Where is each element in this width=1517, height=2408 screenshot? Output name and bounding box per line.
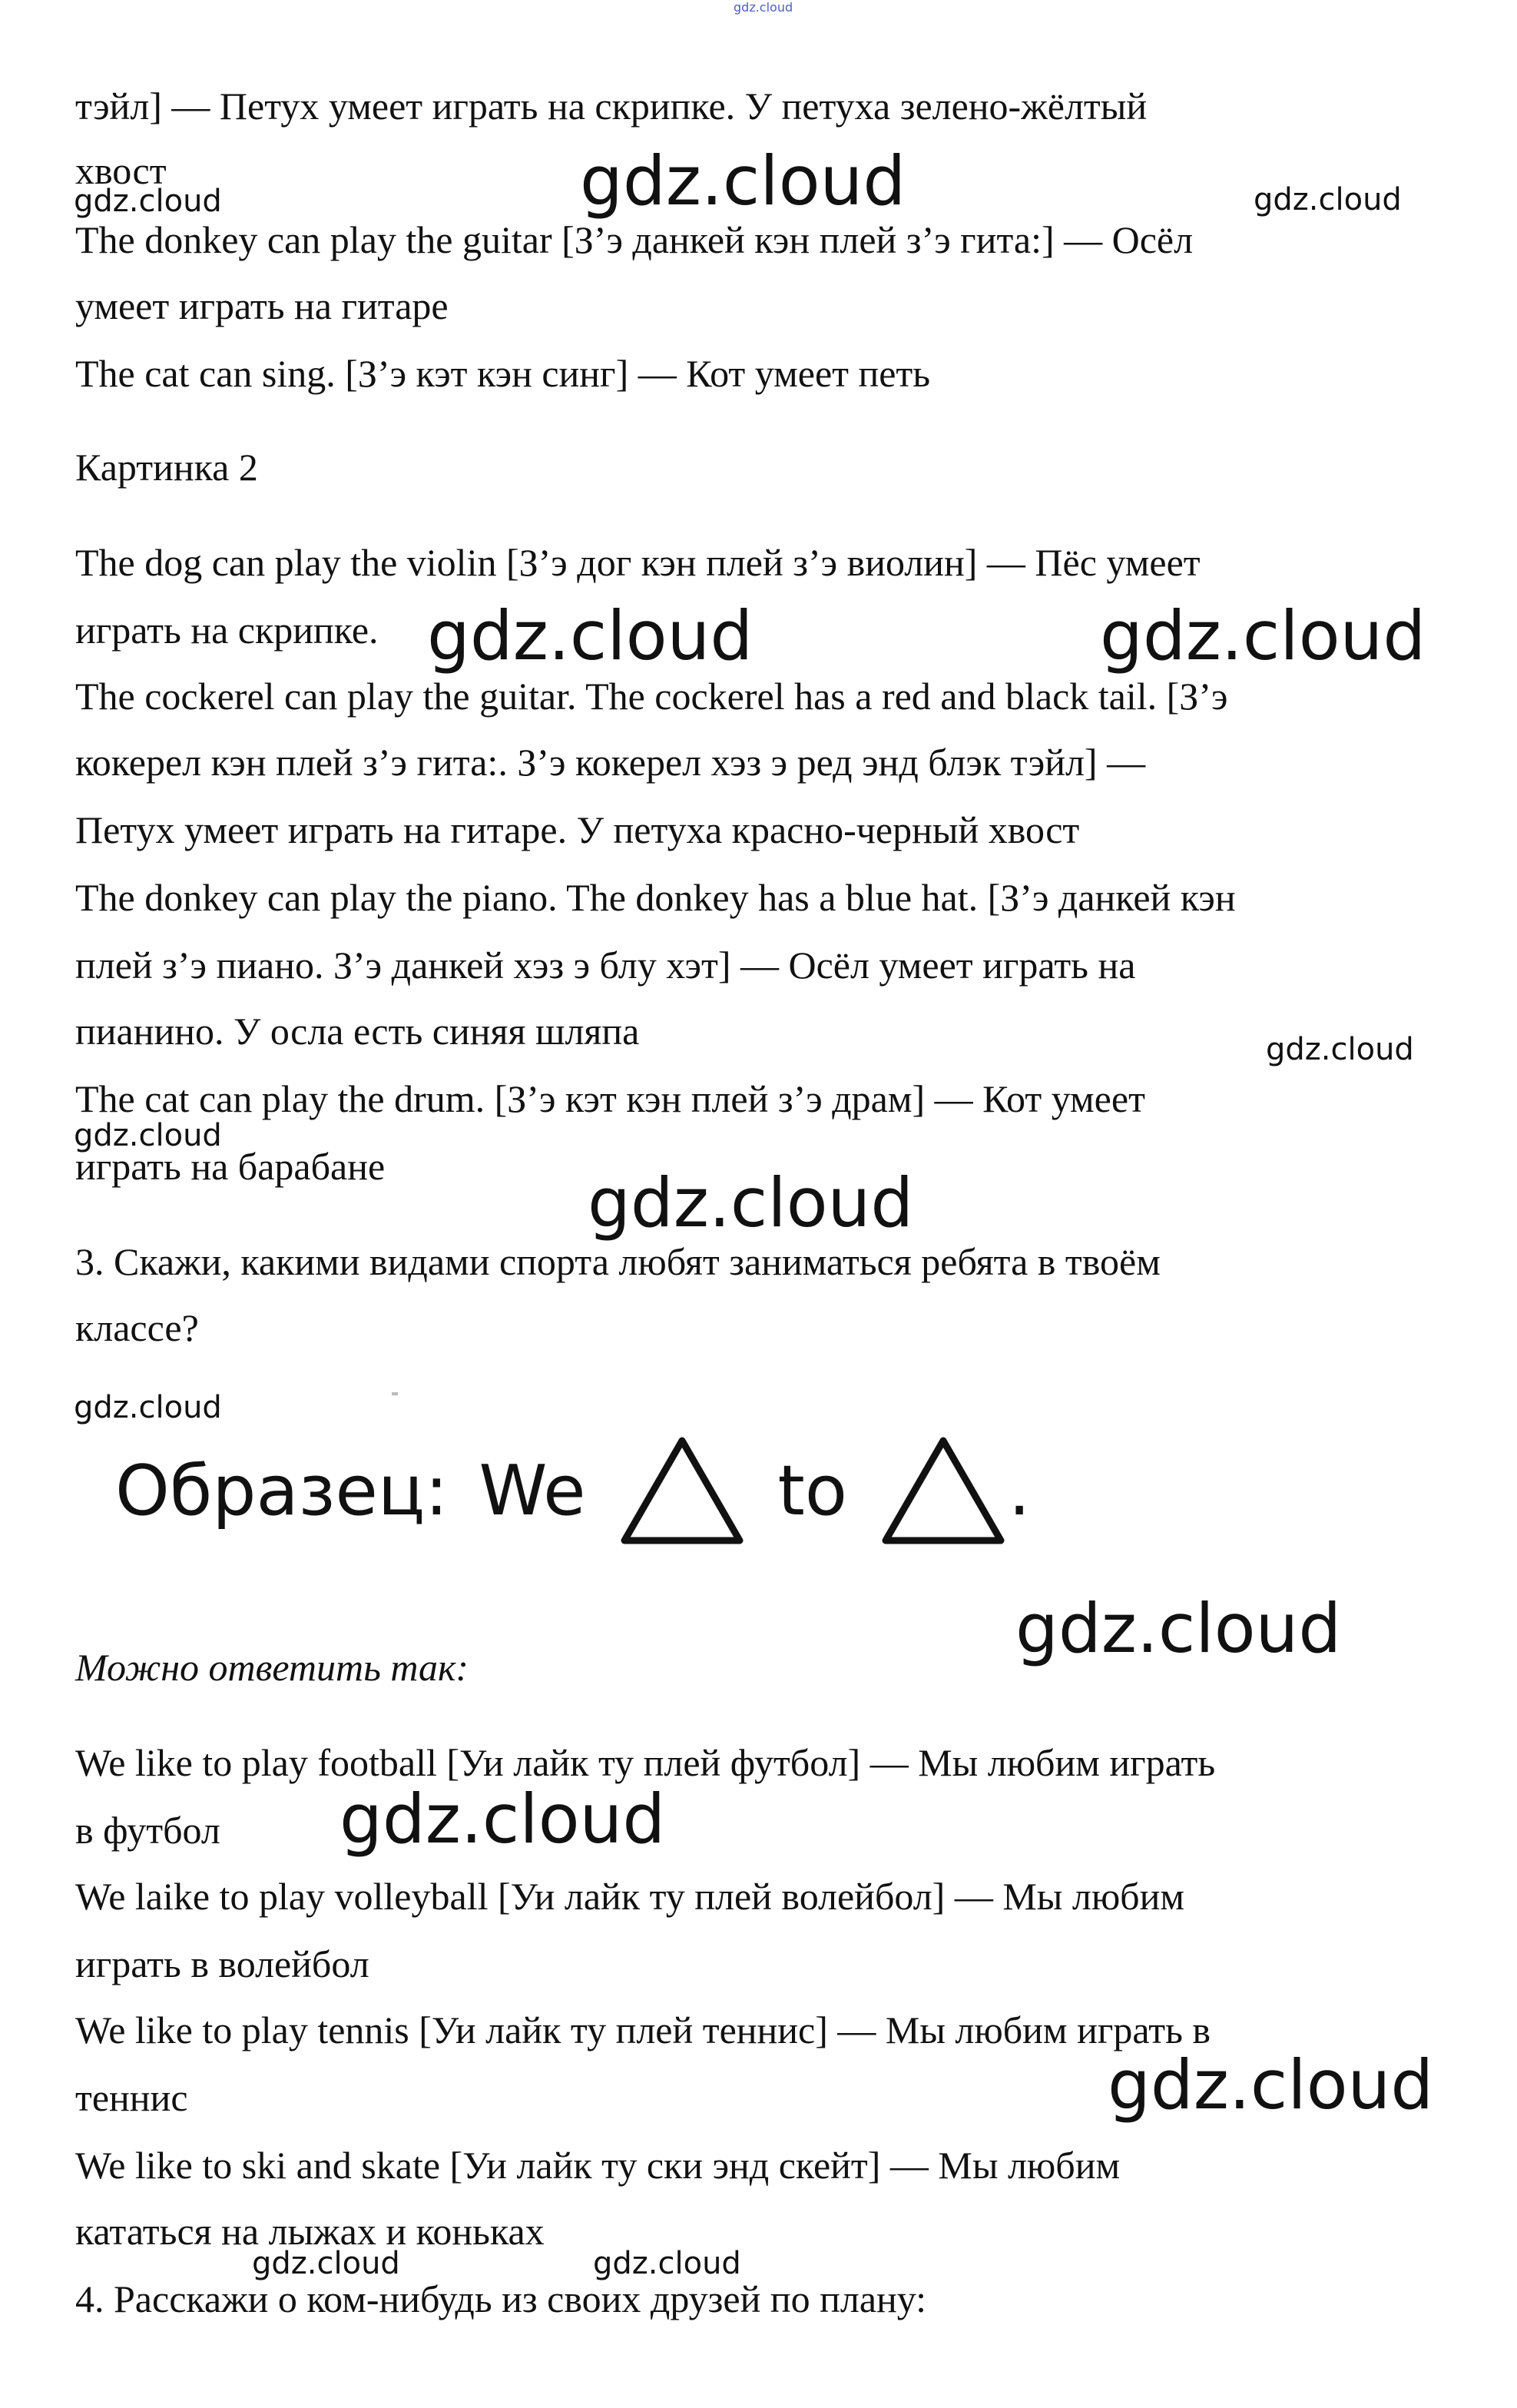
sample-word-we: We	[479, 1450, 586, 1531]
watermark: gdz.cloud	[593, 2246, 741, 2281]
text-line: The donkey can play the piano. The donkey has a blue hat. [З’э данкей кэн	[75, 876, 1236, 919]
text-line: в футбол	[75, 1809, 220, 1852]
watermark: gdz.cloud	[1108, 2045, 1434, 2124]
text-line: играть в волейбол	[75, 1942, 369, 1985]
answer-intro: Можно ответить так:	[75, 1646, 469, 1689]
sample-period: .	[1008, 1450, 1031, 1531]
scan-speck	[392, 1392, 398, 1395]
text-line: The cat can sing. [З’э кэт кэн синг] — Кот умеет петь	[75, 352, 931, 395]
text-line: The cat can play the drum. [З’э кэт кэн плей з’э драм] — Кот умеет	[75, 1077, 1145, 1120]
text-line: играть на скрипке.	[75, 609, 379, 652]
text-line: The donkey can play the guitar [З’э данкей кэн плей з’э гита:] — Осёл	[75, 218, 1194, 261]
watermark-top: gdz.cloud	[734, 0, 793, 15]
text-line: играть на барабане	[75, 1145, 386, 1188]
text-line: кокерел кэн плей з’э гита:. З’э кокерел хэз э ред энд блэк тэйл] —	[75, 741, 1146, 784]
watermark: gdz.cloud	[1266, 1032, 1414, 1067]
text-line: тэйл] — Петух умеет играть на скрипке. У петуха зелено-жёлтый	[75, 85, 1148, 128]
text-line: We like to play tennis [Уи лайк ту плей теннис] — Мы любим играть в	[75, 2008, 1211, 2051]
triangle-icon	[617, 1433, 747, 1548]
text-line: The cockerel can play the guitar. The cockerel has a red and black tail. [З’э	[75, 675, 1228, 718]
watermark: gdz.cloud	[588, 1163, 914, 1242]
sample-image	[115, 1429, 1114, 1552]
text-line: We like to ski and skate [Уи лайк ту ски энд скейт] — Мы любим	[75, 2144, 1121, 2187]
watermark: gdz.cloud	[1100, 596, 1426, 675]
triangle-icon	[878, 1433, 1009, 1548]
text-line: пианино. У осла есть синяя шляпа	[75, 1010, 640, 1053]
watermark: gdz.cloud	[1254, 182, 1402, 217]
watermark: gdz.cloud	[580, 141, 906, 221]
watermark: gdz.cloud	[74, 1118, 222, 1153]
sample-label: Образец:	[115, 1450, 449, 1531]
watermark: gdz.cloud	[427, 596, 754, 675]
text-line: хвост	[75, 149, 167, 192]
text-line: кататься на лыжах и коньках	[75, 2210, 545, 2253]
watermark: gdz.cloud	[74, 1390, 222, 1425]
sample-word-to: to	[777, 1450, 847, 1531]
section-heading: Картинка 2	[75, 446, 258, 489]
text-line: умеет играть на гитаре	[75, 284, 449, 327]
text-line: We like to play football [Уи лайк ту плей футбол] — Мы любим играть	[75, 1741, 1216, 1784]
exercise-3-heading: 3. Скажи, какими видами спорта любят заниматься ребята в твоём	[75, 1240, 1161, 1283]
text-line: The dog can play the violin [З’э дог кэн плей з’э виолин] — Пёс умеет	[75, 541, 1201, 584]
text-line: теннис	[75, 2076, 188, 2119]
text-line: классе?	[75, 1306, 199, 1349]
watermark: gdz.cloud	[74, 184, 222, 219]
text-line: плей з’э пиано. З’э данкей хэз э блу хэт] — Осёл умеет играть на	[75, 944, 1136, 987]
watermark: gdz.cloud	[252, 2246, 400, 2281]
text-line: We laike to play volleyball [Уи лайк ту плей волейбол] — Мы любим	[75, 1875, 1185, 1918]
text-line: Петух умеет играть на гитаре. У петуха красно-черный хвост	[75, 808, 1080, 851]
exercise-4-heading: 4. Расскажи о ком-нибудь из своих друзей по плану:	[75, 2277, 927, 2320]
watermark: gdz.cloud	[1015, 1589, 1342, 1668]
watermark: gdz.cloud	[340, 1779, 666, 1859]
